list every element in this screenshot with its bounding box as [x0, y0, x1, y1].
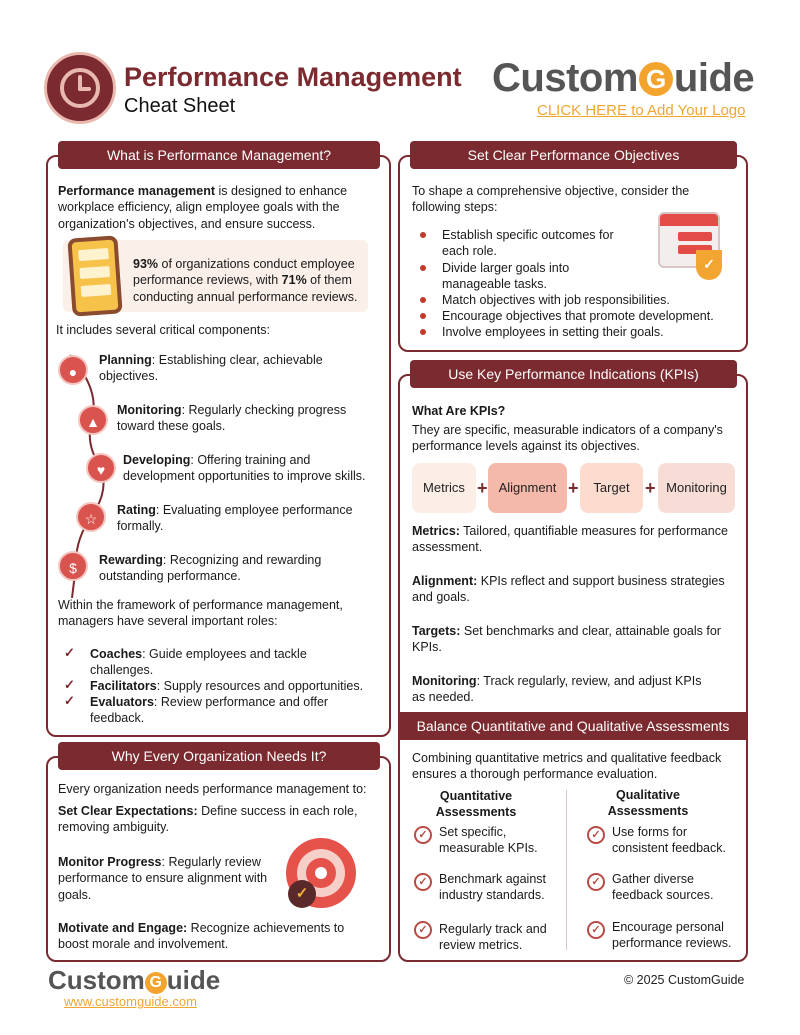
page-title: Performance Management: [124, 62, 462, 92]
kpi-alignment: Alignment: KPIs reflect and support business strategies and goals.: [412, 574, 725, 605]
phone-icon: [67, 235, 122, 316]
check-circle-icon: ✓: [414, 921, 432, 939]
component-developing: Developing: Offering training and development opportunities to improve skills.: [123, 453, 366, 484]
objective-step: Establish specific outcomes for each role.: [442, 228, 614, 259]
footer-brand-logo: Custom G uide: [48, 965, 221, 995]
add-logo-link[interactable]: CLICK HERE to Add Your Logo: [537, 102, 746, 119]
objectives-intro: To shape a comprehensive objective, consider the following steps:: [412, 184, 690, 215]
why-motivate: Motivate and Engage: Recognize achievements to boost morale and involvement.: [58, 921, 345, 952]
why-monitor: Monitor Progress: Regularly review performance to ensure alignment with goals.: [58, 855, 268, 902]
objective-step: Encourage objectives that promote development.: [442, 309, 714, 323]
objectives-title: Set Clear Performance Objectives: [410, 141, 737, 169]
page-subtitle: Cheat Sheet: [124, 95, 236, 117]
role-facilitators: Facilitators: Supply resources and opportunities.: [90, 679, 364, 693]
component-planning: Planning: Establishing clear, achievable objectives.: [99, 353, 323, 384]
objective-step: Involve employees in setting their goals.: [442, 325, 664, 339]
lightbulb-icon: ●: [58, 355, 88, 385]
kpi-box-metrics: Metrics: [412, 463, 476, 513]
component-monitoring: Monitoring: Regularly checking progress toward these goals.: [117, 403, 347, 434]
kpis-definition: They are specific, measurable indicators of a company's performance levels against its objectives.: [412, 423, 723, 454]
objective-step: Divide larger goals into manageable tasks.: [442, 261, 570, 292]
checkmark-icon: ✓: [64, 693, 75, 708]
checkmark-icon: ✓: [64, 645, 75, 660]
component-rewarding: Rewarding: Recognizing and rewarding outstanding performance.: [99, 553, 322, 584]
clock-icon: [44, 52, 116, 124]
quant-item: Benchmark against industry standards.: [439, 872, 547, 903]
qual-item: Encourage personal performance reviews.: [612, 920, 732, 951]
component-rating: Rating: Evaluating employee performance formally.: [117, 503, 353, 534]
qual-item: Use forms for consistent feedback.: [612, 825, 726, 856]
components-intro: It includes several critical components:: [56, 323, 270, 337]
kpis-title: Use Key Performance Indications (KPIs): [410, 360, 737, 388]
quant-item: Regularly track and review metrics.: [439, 922, 547, 953]
check-circle-icon: ✓: [414, 826, 432, 844]
money-bag-icon: $: [58, 551, 88, 581]
kpi-box-target: Target: [580, 463, 643, 513]
kpi-monitoring: Monitoring: Track regularly, review, and adjust KPIs as needed.: [412, 674, 702, 705]
what-is-intro: Performance management is designed to enhance workplace efficiency, align employee goals with the organization's objectives, and ensure success.: [58, 184, 348, 231]
qual-item: Gather diverse feedback sources.: [612, 872, 714, 903]
checkmark-icon: ✓: [288, 880, 316, 908]
brand-logo: Custom G uide: [492, 56, 755, 100]
check-circle-icon: ✓: [587, 921, 605, 939]
why-title: Why Every Organization Needs It?: [58, 742, 380, 770]
kpi-targets: Targets: Set benchmarks and clear, attainable goals for KPIs.: [412, 624, 721, 655]
qual-heading: Qualitative Assessments: [607, 788, 689, 819]
star-icon: ☆: [76, 502, 106, 532]
quant-heading: Quantitative Assessments: [435, 789, 517, 820]
role-evaluators: Evaluators: Review performance and offer feedback.: [90, 695, 329, 726]
stat-text: 93% of organizations conduct employee performance reviews, with 71% of them conducting annual performance reviews.: [133, 257, 358, 304]
shield-icon: ✓: [696, 250, 722, 280]
kpis-question: What Are KPIs?: [412, 404, 506, 418]
kpi-box-monitoring: Monitoring: [658, 463, 735, 513]
chart-icon: ▲: [78, 405, 108, 435]
why-expectations: Set Clear Expectations: Define success in each role, removing ambiguity.: [58, 804, 358, 835]
check-circle-icon: ✓: [587, 826, 605, 844]
check-circle-icon: ✓: [414, 873, 432, 891]
kpi-metrics: Metrics: Tailored, quantifiable measures for performance assessment.: [412, 524, 728, 555]
copyright: © 2025 CustomGuide: [624, 973, 745, 987]
quant-item: Set specific, measurable KPIs.: [439, 825, 538, 856]
balance-intro: Combining quantitative metrics and qualitative feedback ensures a thorough performance evaluation.: [412, 751, 722, 782]
role-coaches: Coaches: Guide employees and tackle challenges.: [90, 647, 307, 678]
handshake-icon: ♥: [86, 453, 116, 483]
objective-step: Match objectives with job responsibilities.: [442, 293, 670, 307]
what-is-title: What is Performance Management?: [58, 141, 380, 169]
footer-website-link[interactable]: www.customguide.com: [64, 994, 197, 1009]
checkmark-icon: ✓: [64, 677, 75, 692]
why-intro: Every organization needs performance management to:: [58, 782, 367, 796]
check-circle-icon: ✓: [587, 873, 605, 891]
roles-intro: Within the framework of performance management, managers have several important roles:: [58, 598, 343, 629]
kpi-box-alignment: Alignment: [488, 463, 567, 513]
balance-title: Balance Quantitative and Qualitative Assessments: [398, 712, 748, 740]
